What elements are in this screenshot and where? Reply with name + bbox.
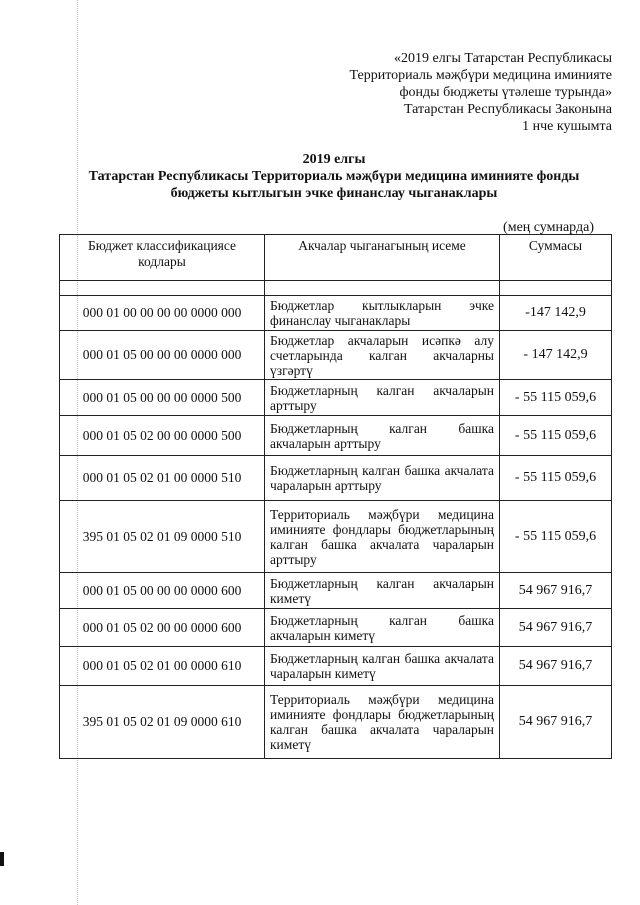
- spacer-cell: [60, 281, 265, 296]
- table-row: [60, 647, 612, 686]
- table-row: [60, 686, 612, 759]
- amount: - 55 115 059,6: [500, 501, 612, 573]
- document-title: [60, 151, 608, 202]
- amount: 54 967 916,7: [500, 609, 612, 647]
- table-row: [60, 380, 612, 416]
- appendix-note-line: Территориаль мәҗбүри медицина иминияте: [349, 68, 612, 83]
- appendix-note-line: Татарстан Республикасы Законына: [403, 102, 612, 117]
- source-name: Бюджетларның калган башка акчалата чараларын арттыру: [265, 456, 500, 501]
- budget-code: 000 01 05 02 00 00 0000 600: [60, 609, 265, 647]
- table-row: [60, 573, 612, 609]
- title-year: 2019 елгы: [302, 152, 366, 167]
- budget-code: 000 01 00 00 00 00 0000 000: [60, 296, 265, 331]
- amount: - 55 115 059,6: [500, 380, 612, 416]
- amount: 54 967 916,7: [500, 647, 612, 686]
- table-row: [60, 416, 612, 456]
- source-name: Территориаль мәҗбүри медицина иминияте фондлары бюджетларының калган башка акчалата чараларын арттыру: [265, 501, 500, 573]
- appendix-note-line: «2019 елгы Татарстан Республикасы: [394, 51, 612, 66]
- budget-code: 000 01 05 00 00 00 0000 000: [60, 331, 265, 380]
- scan-corner-mark: [0, 852, 4, 866]
- title-line-1: Татарстан Республикасы Территориаль мәҗбүри медицина иминияте фонды: [88, 169, 580, 184]
- appendix-note-line: 1 нче кушымта: [522, 119, 612, 134]
- budget-code: 395 01 05 02 01 09 0000 610: [60, 686, 265, 759]
- unit-note: (мең сумнарда): [503, 220, 594, 235]
- budget-code: 000 01 05 02 01 00 0000 510: [60, 456, 265, 501]
- table-row: [60, 609, 612, 647]
- source-name: Бюджетларның калган башка акчаларын киметү: [265, 609, 500, 647]
- table-row: [60, 501, 612, 573]
- financing-sources-table: [59, 234, 612, 759]
- appendix-note: [292, 50, 612, 135]
- source-name: Бюджетларның калган акчаларын арттыру: [265, 380, 500, 416]
- budget-code: 000 01 05 02 01 00 0000 610: [60, 647, 265, 686]
- appendix-note-line: фонды бюджеты үтәлеше турында»: [399, 85, 612, 100]
- title-line-2: бюджеты кытлыгын эчке финанслау чыганаклары: [170, 186, 498, 201]
- header-code: Бюджет классификациясе кодлары: [60, 235, 265, 281]
- budget-code: 000 01 05 00 00 00 0000 500: [60, 380, 265, 416]
- table-header-row: [60, 235, 612, 281]
- amount: 54 967 916,7: [500, 573, 612, 609]
- source-name: Территориаль мәҗбүри медицина иминияте фондлары бюджетларының калган башка акчалата чараларын киметү: [265, 686, 500, 759]
- source-name: Бюджетларның калган башка акчалата чараларын киметү: [265, 647, 500, 686]
- source-name: Бюджетларның калган акчаларын киметү: [265, 573, 500, 609]
- budget-code: 395 01 05 02 01 09 0000 510: [60, 501, 265, 573]
- spacer-cell: [265, 281, 500, 296]
- spacer-cell: [500, 281, 612, 296]
- header-name: Акчалар чыганагының исеме: [265, 235, 500, 281]
- header-amount: Суммасы: [500, 235, 612, 281]
- amount: - 55 115 059,6: [500, 416, 612, 456]
- table-row: [60, 456, 612, 501]
- source-name: Бюджетлар кытлыкларын эчке финанслау чыганаклары: [265, 296, 500, 331]
- table-row: [60, 331, 612, 380]
- table-row: [60, 296, 612, 331]
- source-name: Бюджетларның калган башка акчаларын арттыру: [265, 416, 500, 456]
- budget-code: 000 01 05 00 00 00 0000 600: [60, 573, 265, 609]
- budget-code: 000 01 05 02 00 00 0000 500: [60, 416, 265, 456]
- amount: -147 142,9: [500, 296, 612, 331]
- amount: 54 967 916,7: [500, 686, 612, 759]
- amount: - 55 115 059,6: [500, 456, 612, 501]
- source-name: Бюджетлар акчаларын исәпкә алу счетларында калган акчаларны үзгәртү: [265, 331, 500, 380]
- table-spacer-row: [60, 281, 612, 296]
- amount: - 147 142,9: [500, 331, 612, 380]
